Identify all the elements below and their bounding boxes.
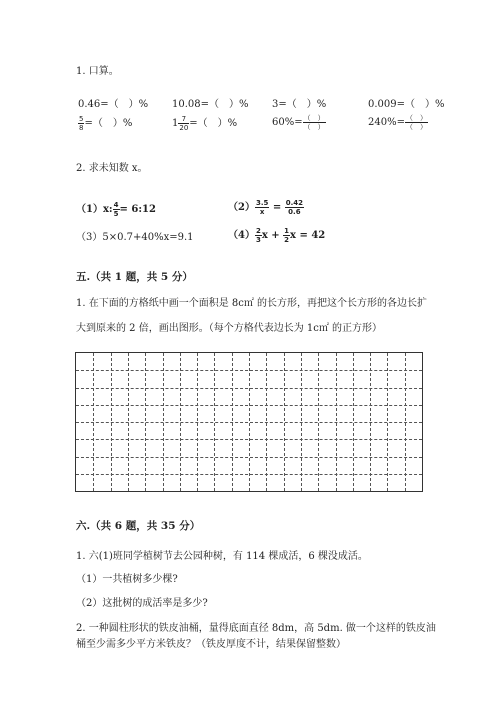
grid-line-horizontal	[76, 405, 422, 406]
section-5-heading: 五.（共 1 题，共 5 分）	[76, 271, 193, 283]
q1-item-8: 240%= $\frac{( )}{( )}$	[368, 114, 427, 131]
q2-problem-4: （4） $\frac{2}{3}$ x + $\frac{1}{2}$ x = 42	[228, 227, 326, 244]
section-6-question-1: 1. 六(1)班同学植树节去公园种树，有 114 棵成活，6 棵没成活。	[76, 551, 368, 562]
q1-item-6: 1 $\frac{7}{20}$ =（ ）%	[172, 115, 238, 132]
q1-item-7: 60%= $\frac{( )}{( )}$	[272, 114, 325, 131]
section-6-question-2-line-1: 2. 一种圆柱形状的铁皮油桶，量得底面直径 8dm，高 5dm. 做一个这样的铁皮油	[76, 623, 436, 634]
grid-paper[interactable]	[75, 352, 423, 492]
grid-line-horizontal	[76, 474, 422, 475]
q1-item-5: $\frac{5}{8}$ =（ ）%	[79, 115, 133, 132]
section-6-question-1-part-2: （2）这批树的成活率是多少?	[76, 598, 208, 609]
section-6-heading: 六.（共 6 题，共 35 分）	[76, 520, 201, 532]
q1-item-4: 0.009=（ ）%	[368, 99, 445, 110]
q2-title: 2. 求未知数 x。	[76, 163, 148, 174]
section-5-question-line-1: 1. 在下面的方格纸中画一个面积是 8c㎡ 的长方形，再把这个长方形的各边长扩	[76, 298, 428, 309]
q2-problem-2: （2） $\frac{3.5}{x}$ = $\frac{0.42}{0.6}$	[228, 199, 304, 216]
q2-problem-3: （3）5×0.7+40%x=9.1	[76, 232, 194, 243]
grid-line-horizontal	[76, 370, 422, 371]
section-6-question-1-part-1: （1）一共植树多少棵?	[76, 574, 178, 585]
section-5-question-line-2: 大到原来的 2 倍，画出图形。（每个方格代表边长为 1c㎡ 的正方形）	[76, 323, 383, 334]
q1-item-3: 3=（ ）%	[272, 99, 327, 110]
grid-line-horizontal	[76, 388, 422, 389]
grid-line-horizontal	[76, 422, 422, 423]
grid-line-horizontal	[76, 457, 422, 458]
q2-problem-1: （1）x: $\frac{4}{5}$ = 6:12	[76, 201, 156, 218]
q1-item-2: 10.08=（ ）%	[172, 99, 249, 110]
section-6-question-2-line-2: 桶至少需多少平方米铁皮？（铁皮厚度不计，结果保留整数）	[76, 639, 346, 650]
grid-line-horizontal	[76, 439, 422, 440]
q1-title: 1. 口算。	[76, 66, 119, 77]
q1-item-1: 0.46=（ ）%	[78, 99, 149, 110]
